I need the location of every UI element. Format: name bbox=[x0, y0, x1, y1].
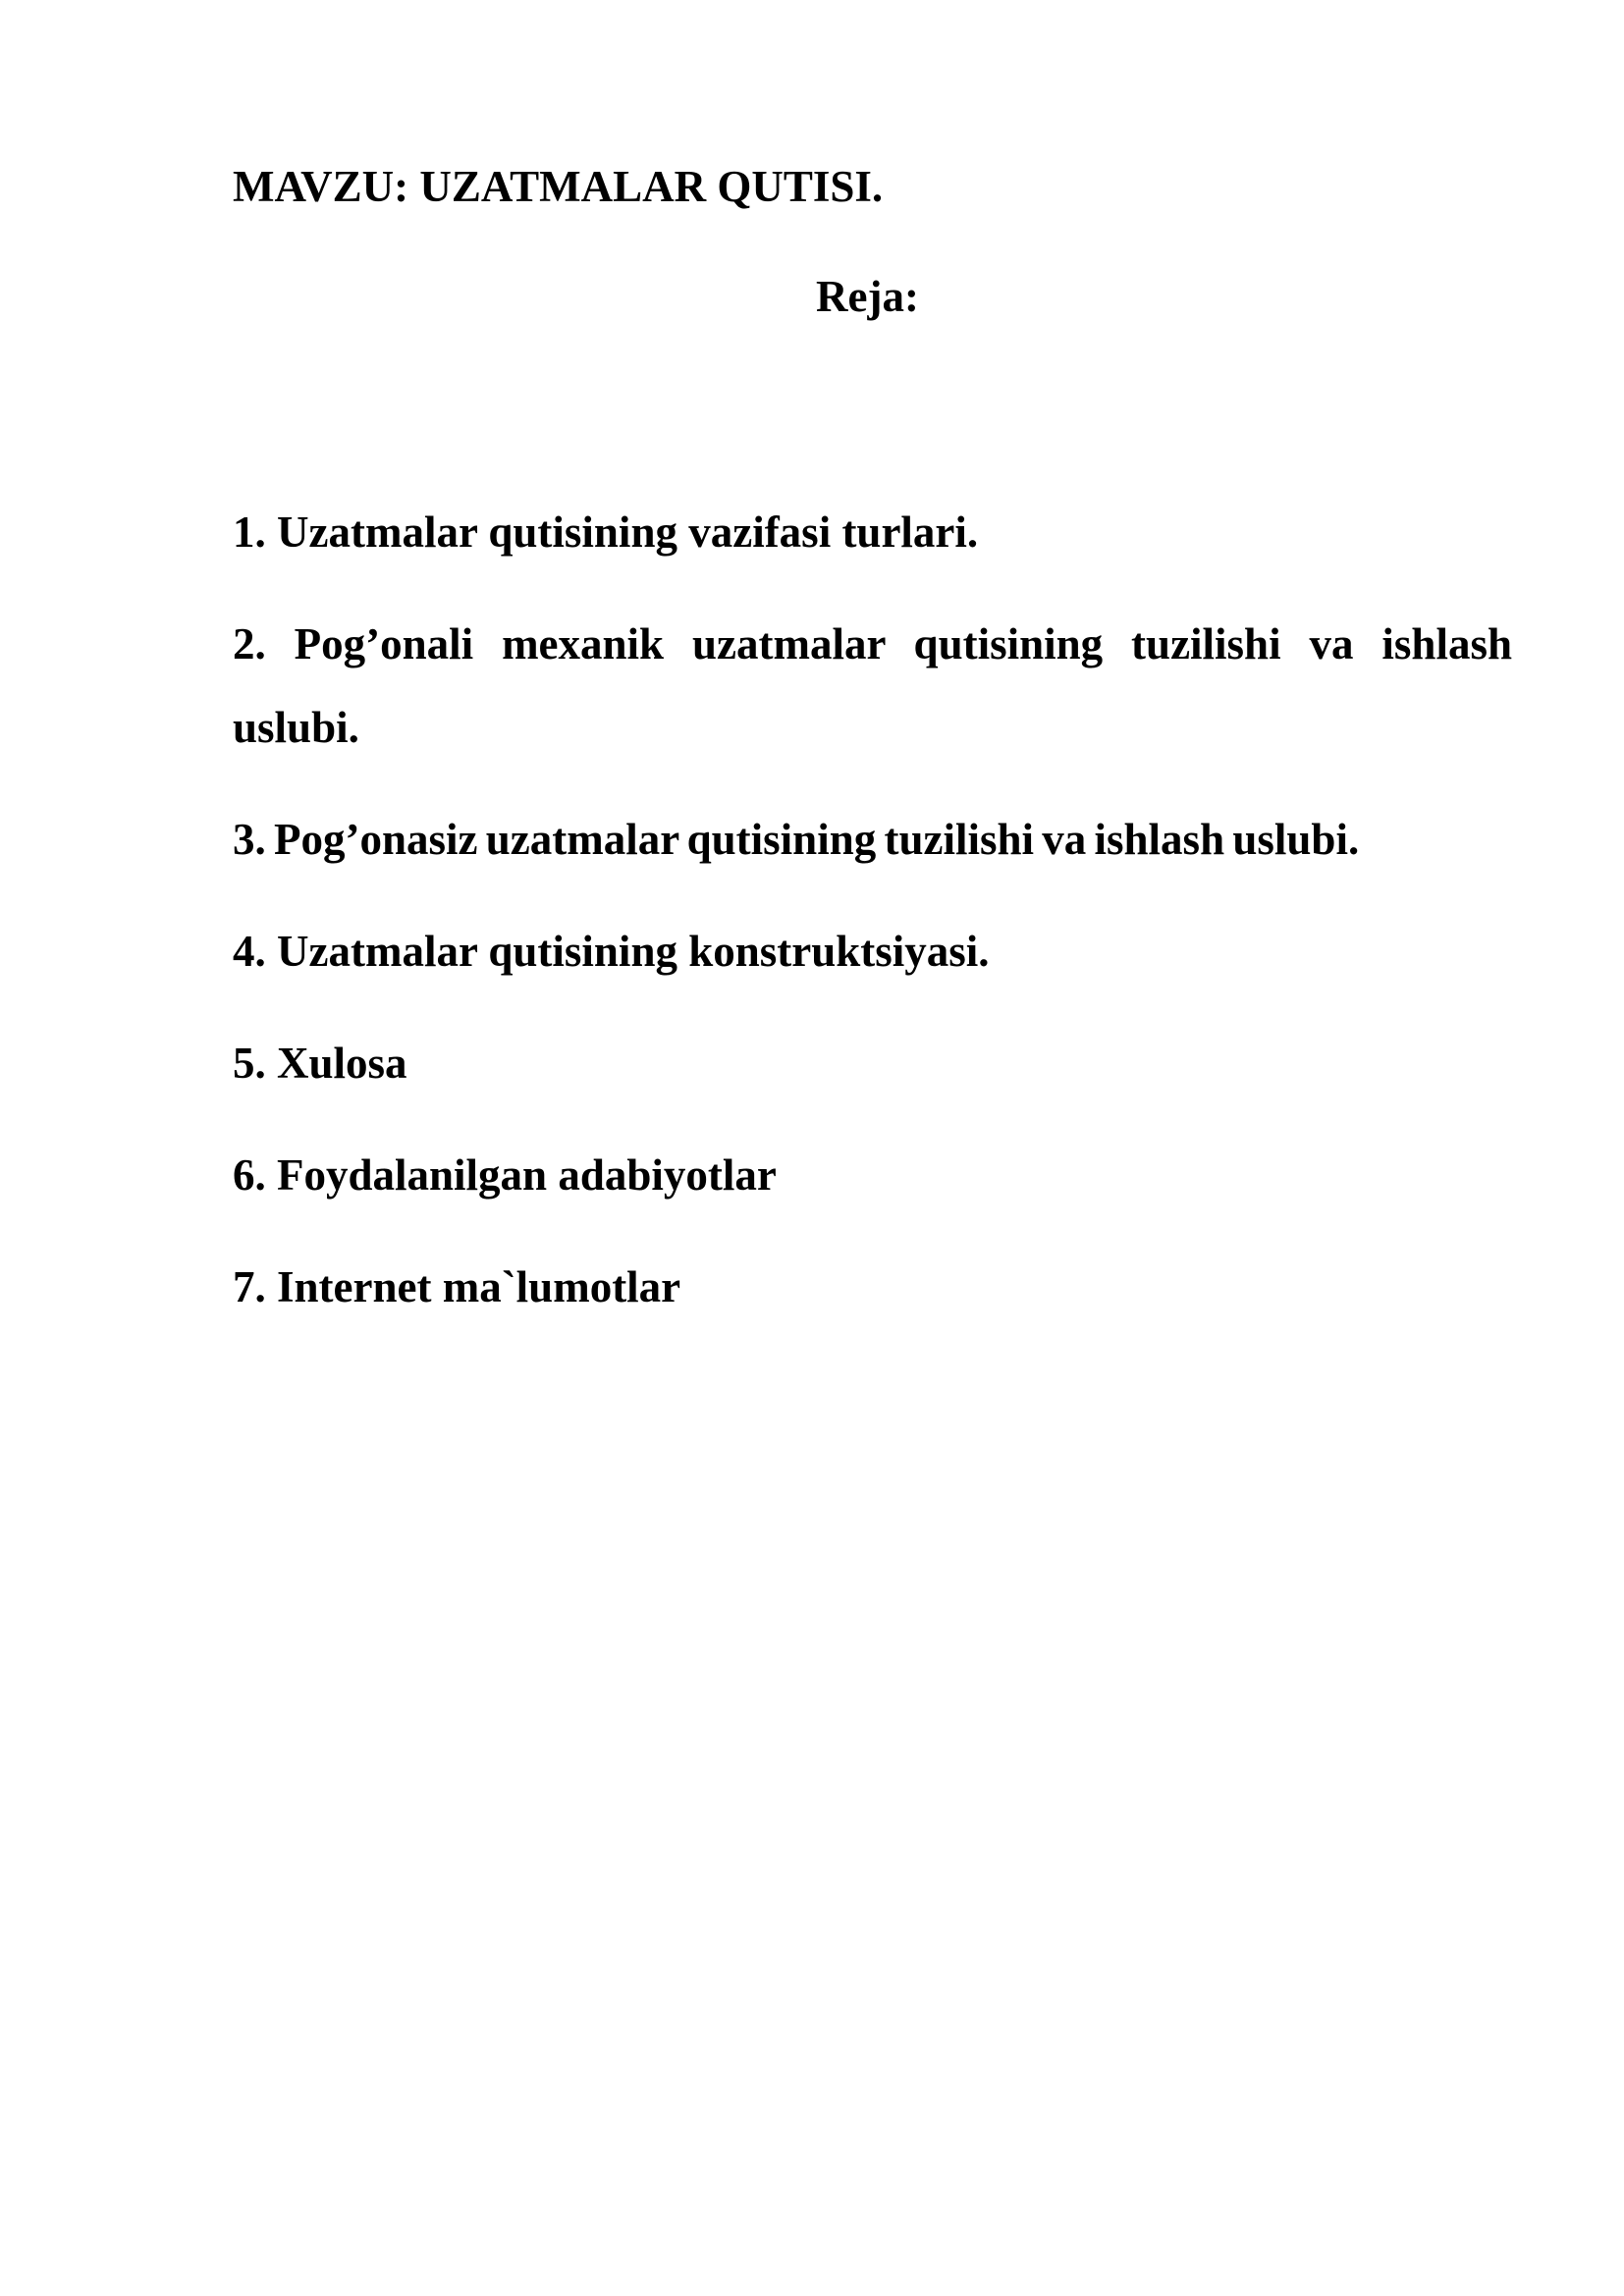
plan-item-4: 4. Uzatmalar qutisining konstruktsiyasi. bbox=[233, 927, 990, 976]
plan-list bbox=[233, 491, 1512, 1358]
plan-item-5: 5. Xulosa bbox=[233, 1039, 407, 1088]
plan-item-7: 7. Internet ma`lumotlar bbox=[233, 1262, 681, 1311]
plan-item-1: 1. Uzatmalar qutisining vazifasi turlari. bbox=[233, 507, 979, 557]
plan-item-6: 6. Foydalanilgan adabiyotlar bbox=[233, 1150, 777, 1200]
plan-item-2: 2. Pog’onali mexanik uzatmalar qutisining tuzilishi va ishlash uslubi. bbox=[233, 619, 1512, 752]
page-title: MAVZU: UZATMALAR QUTISI. bbox=[233, 162, 884, 211]
plan-heading: Reja: bbox=[816, 272, 919, 321]
plan-item-3: 3. Pog’onasiz uzatmalar qutisining tuzilishi va ishlash uslubi. bbox=[233, 815, 1360, 864]
